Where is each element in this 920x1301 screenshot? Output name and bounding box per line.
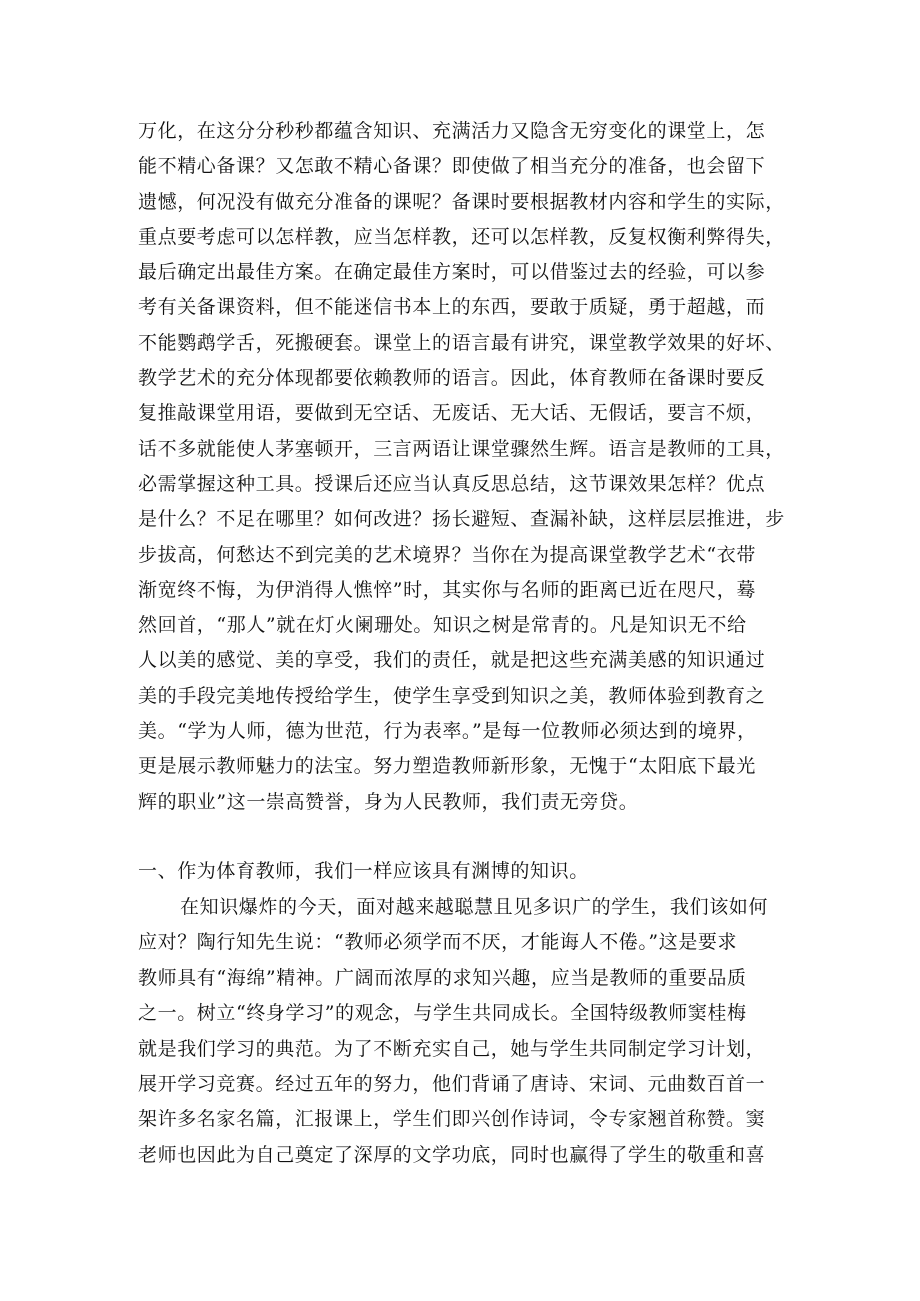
paragraph-line: 教学艺术的充分体现都要依赖教师的语言。因此，体育教师在备课时要反 <box>138 367 766 390</box>
paragraph-line: 展开学习竞赛。经过五年的努力，他们背诵了唐诗、宋词、元曲数百首一 <box>138 1072 766 1095</box>
paragraph-line: 遗憾，何况没有做充分准备的课呢？备课时要根据教材内容和学生的实际， <box>138 190 785 213</box>
paragraph-line: 考有关备课资料，但不能迷信书本上的东西，要敢于质疑，勇于超越，而 <box>138 296 766 319</box>
paragraph-line: 渐宽终不悔，为伊消得人憔悴”时，其实你与名师的距离已近在咫尺，蓦 <box>138 578 756 601</box>
paragraph-line: 是什么？不足在哪里？如何改进？扬长避短、查漏补缺，这样层层推进，步 <box>138 508 785 531</box>
paragraph-line: 应对？陶行知先生说：“教师必须学而不厌，才能诲人不倦。”这是要求 <box>138 931 738 954</box>
paragraph-line: 话不多就能使人茅塞顿开，三言两语让课堂骤然生辉。语言是教师的工具， <box>138 437 785 460</box>
section-paragraph <box>138 890 788 1173</box>
paragraph-line: 人以美的感觉、美的享受，我们的责任，就是把这些充满美感的知识通过 <box>138 649 766 672</box>
paragraph-line: 更是展示教师魅力的法宝。努力塑造教师新形象，无愧于“太阳底下最光 <box>138 755 756 778</box>
paragraph-line: 老师也因此为自己奠定了深厚的文学功底，同时也赢得了学生的敬重和喜 <box>138 1143 766 1166</box>
paragraph-line: 必需掌握这种工具。授课后还应当认真反思总结，这节课效果怎样？优点 <box>138 472 766 495</box>
paragraph-line: 万化，在这分分秒秒都蕴含知识、充满活力又隐含无穷变化的课堂上，怎 <box>138 120 766 142</box>
paragraph-line: 辉的职业”这一崇高赞誉，身为人民教师，我们责无旁贷。 <box>138 790 639 813</box>
paragraph-line: 最后确定出最佳方案。在确定最佳方案时，可以借鉴过去的经验，可以参 <box>138 261 766 284</box>
paragraph-line: 不能鹦鹉学舌，死搬硬套。课堂上的语言最有讲究，课堂教学效果的好坏、 <box>138 331 785 354</box>
paragraph-line: 就是我们学习的典范。为了不断充实自己，她与学生共同制定学习计划， <box>138 1037 766 1060</box>
paragraph-line: 步拔高，何愁达不到完美的艺术境界？当你在为提高课堂教学艺术“衣带 <box>138 543 756 566</box>
paragraph-line: 之一。树立“终身学习”的观念，与学生共同成长。全国特级教师窦桂梅 <box>138 1002 747 1025</box>
section-heading: 一、作为体育教师，我们一样应该具有渊博的知识。 <box>138 860 589 882</box>
paragraph-line: 复推敲课堂用语，要做到无空话、无废话、无大话、无假话，要言不烦， <box>138 402 766 425</box>
paragraph-line: 重点要考虑可以怎样教，应当怎样教，还可以怎样教，反复权衡利弊得失， <box>138 225 785 248</box>
paragraph-continuation <box>138 114 788 820</box>
paragraph-line: 能不精心备课？又怎敢不精心备课？即使做了相当充分的准备，也会留下 <box>138 155 766 178</box>
paragraph-line: 美。“学为人师，德为世范，行为表率。”是每一位教师必须达到的境界， <box>138 720 757 743</box>
paragraph-line: 美的手段完美地传授给学生，使学生享受到知识之美，教师体验到教育之 <box>138 684 766 707</box>
paragraph-line: 架许多名家名篇，汇报课上，学生们即兴创作诗词，令专家翘首称赞。窦 <box>138 1108 766 1131</box>
paragraph-line: 然回首，“那人”就在灯火阑珊处。知识之树是常青的。凡是知识无不给 <box>138 614 747 637</box>
paragraph-line: 教师具有“海绵”精神。广阔而浓厚的求知兴趣，应当是教师的重要品质 <box>138 966 747 989</box>
paragraph-line: 在知识爆炸的今天，面对越来越聪慧且见多识广的学生，我们该如何 <box>180 896 769 918</box>
